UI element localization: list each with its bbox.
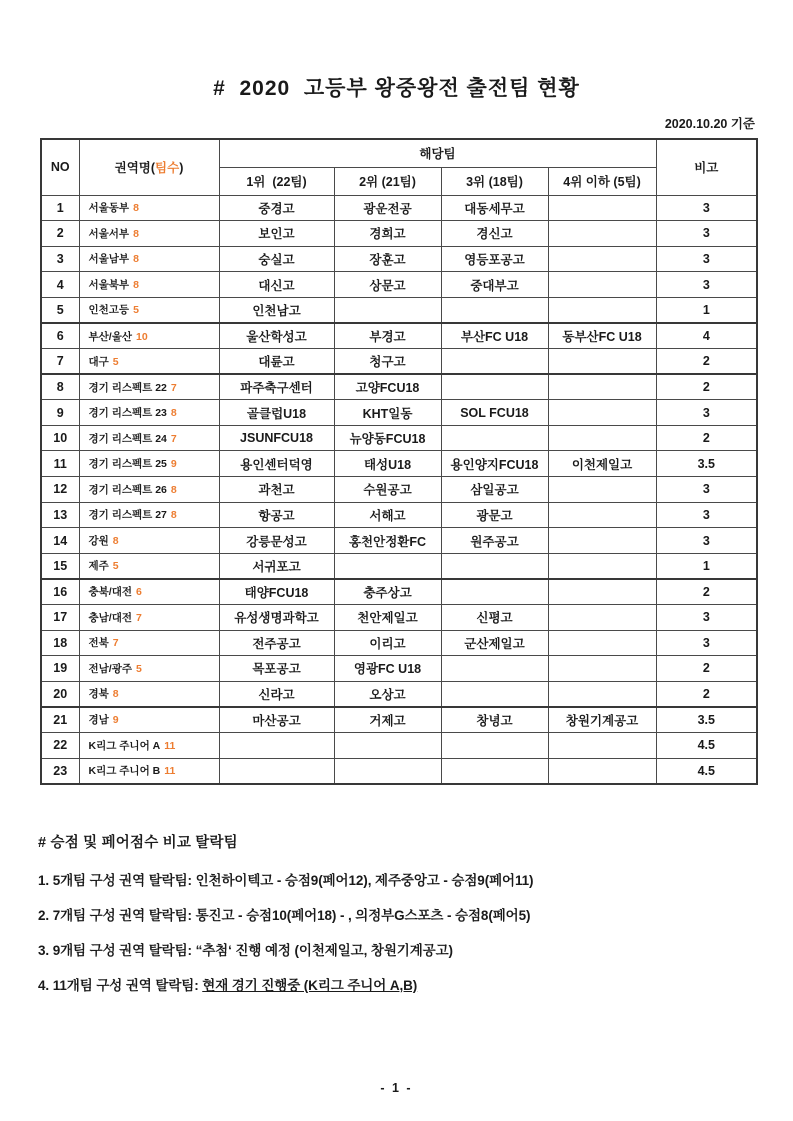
team-cell-rank1: 전주공고 <box>219 630 334 656</box>
notes-heading: # 승점 및 페어점수 비교 탈락팀 <box>38 834 238 851</box>
region-team-count: 8 <box>112 535 119 548</box>
row-no-cell: 20 <box>41 681 79 707</box>
region-team-count: 7 <box>170 381 177 394</box>
row-note-cell: 3.5 <box>656 707 757 733</box>
region-team-count: 8 <box>133 279 139 292</box>
region-team-count: 5 <box>133 304 139 317</box>
header-region-count-label: 팀수 <box>155 161 180 176</box>
team-cell-rank1: 목포공고 <box>219 656 334 682</box>
row-region-cell <box>79 323 219 349</box>
region-name: 경남 <box>88 714 109 727</box>
table-row <box>41 425 757 451</box>
team-cell-rank1: 대륜고 <box>219 349 334 375</box>
region-name: 강원 <box>88 535 109 548</box>
team-cell-rank1: 강릉문성고 <box>219 528 334 554</box>
region-name: 경기 리스펙트 26 <box>88 483 167 496</box>
region-name: 부산/울산 <box>88 330 132 343</box>
team-cell-rank1: 항공고 <box>219 502 334 528</box>
region-name: 서울남부 <box>88 253 130 266</box>
header-rank4: 4위 이하 (5팀) <box>548 167 656 195</box>
region-name: 경기 리스펙트 22 <box>88 381 167 394</box>
row-no-cell: 19 <box>41 656 79 682</box>
row-no-cell: 1 <box>41 195 79 221</box>
team-cell-rank3 <box>441 579 548 605</box>
team-cell-rank1: 용인센터덕영 <box>219 451 334 477</box>
team-cell-rank1: 파주축구센터 <box>219 374 334 400</box>
team-cell-rank2: 충주상고 <box>334 579 441 605</box>
team-cell-rank4 <box>548 758 656 784</box>
team-cell-rank2: 부경고 <box>334 323 441 349</box>
region-team-count: 10 <box>136 330 148 343</box>
region-name: K리그 주니어 B <box>88 765 161 778</box>
row-region-cell <box>79 707 219 733</box>
team-cell-rank3: 용인양지FCU18 <box>441 451 548 477</box>
team-cell-rank2 <box>334 297 441 323</box>
header-note: 비고 <box>656 139 757 195</box>
region-name: 서울동부 <box>88 202 130 215</box>
row-region-cell <box>79 477 219 503</box>
date-reference: 2020.10.20 기준 <box>664 117 755 131</box>
region-team-count: 6 <box>136 586 142 599</box>
header-group-teams: 해당팀 <box>219 139 656 167</box>
region-team-count: 8 <box>170 407 177 420</box>
team-status-table <box>40 138 758 785</box>
row-region-cell <box>79 502 219 528</box>
row-region-cell <box>79 553 219 579</box>
row-region-cell <box>79 425 219 451</box>
team-cell-rank2: 상문고 <box>334 272 441 298</box>
team-cell-rank4 <box>548 272 656 298</box>
region-name: 충남/대전 <box>88 611 132 624</box>
team-cell-rank4 <box>548 246 656 272</box>
table-row <box>41 374 757 400</box>
team-cell-rank1: 태양FCU18 <box>219 579 334 605</box>
region-team-count: 8 <box>133 202 139 215</box>
region-team-count: 11 <box>164 765 176 778</box>
team-cell-rank1: 중경고 <box>219 195 334 221</box>
region-name: 전북 <box>88 637 109 650</box>
table-row <box>41 400 757 426</box>
region-team-count: 8 <box>170 509 177 522</box>
region-team-count: 11 <box>164 739 176 752</box>
row-note-cell: 4.5 <box>656 732 757 758</box>
table-row <box>41 323 757 349</box>
table-row <box>41 297 757 323</box>
team-cell-rank2: 거제고 <box>334 707 441 733</box>
page-number: - 1 - <box>380 1081 413 1095</box>
row-no-cell: 22 <box>41 732 79 758</box>
row-note-cell: 3 <box>656 630 757 656</box>
row-note-cell: 2 <box>656 656 757 682</box>
row-no-cell: 23 <box>41 758 79 784</box>
team-cell-rank1: 서귀포고 <box>219 553 334 579</box>
team-cell-rank1: 인천남고 <box>219 297 334 323</box>
row-region-cell <box>79 528 219 554</box>
team-cell-rank3: 영등포공고 <box>441 246 548 272</box>
row-note-cell: 2 <box>656 425 757 451</box>
region-name: 경북 <box>88 688 109 701</box>
header-rank2: 2위 (21팀) <box>334 167 441 195</box>
region-team-count: 8 <box>133 227 139 240</box>
team-cell-rank1 <box>219 732 334 758</box>
team-cell-rank3: 원주공고 <box>441 528 548 554</box>
row-region-cell <box>79 246 219 272</box>
team-cell-rank4 <box>548 579 656 605</box>
row-no-cell: 17 <box>41 605 79 631</box>
team-cell-rank2: 영광FC U18 <box>334 656 441 682</box>
team-cell-rank2: 뉴양동FCU18 <box>334 425 441 451</box>
table-row <box>41 553 757 579</box>
row-region-cell <box>79 195 219 221</box>
row-region-cell <box>79 400 219 426</box>
region-team-count: 5 <box>112 355 119 368</box>
region-team-count: 7 <box>170 432 177 445</box>
team-cell-rank3: 군산제일고 <box>441 630 548 656</box>
team-cell-rank3 <box>441 374 548 400</box>
row-note-cell: 3 <box>656 605 757 631</box>
team-cell-rank1: 골클럽U18 <box>219 400 334 426</box>
team-cell-rank4: 이천제일고 <box>548 451 656 477</box>
region-team-count: 8 <box>133 253 139 266</box>
region-team-count: 8 <box>112 688 119 701</box>
note-item-text: 3. 9개팀 구성 권역 탈락팀: “추첨‘ 진행 예정 (이천제일고, 창원기계공고) <box>38 942 453 958</box>
team-cell-rank3 <box>441 297 548 323</box>
team-cell-rank2: 광운전공 <box>334 195 441 221</box>
team-cell-rank2: 이리고 <box>334 630 441 656</box>
team-cell-rank2: 서해고 <box>334 502 441 528</box>
row-region-cell <box>79 451 219 477</box>
table-row <box>41 477 757 503</box>
region-name: 경기 리스펙트 24 <box>88 432 167 445</box>
team-cell-rank4 <box>548 553 656 579</box>
row-region-cell <box>79 349 219 375</box>
row-region-cell <box>79 374 219 400</box>
region-name: 경기 리스펙트 25 <box>88 458 167 471</box>
header-region-label: 권역명( <box>114 161 156 176</box>
region-team-count: 9 <box>170 458 177 471</box>
team-cell-rank4 <box>548 374 656 400</box>
team-cell-rank3 <box>441 758 548 784</box>
note-item <box>38 869 757 889</box>
region-team-count: 5 <box>136 662 142 675</box>
team-cell-rank3: 삼일공고 <box>441 477 548 503</box>
region-name: 서울서부 <box>88 227 130 240</box>
header-rank1: 1위 (22팀) <box>219 167 334 195</box>
team-cell-rank2: 수원공고 <box>334 477 441 503</box>
table-row <box>41 732 757 758</box>
team-cell-rank4 <box>548 195 656 221</box>
team-cell-rank2: 청구고 <box>334 349 441 375</box>
row-note-cell: 2 <box>656 349 757 375</box>
row-region-cell <box>79 221 219 247</box>
team-cell-rank2: 천안제일고 <box>334 605 441 631</box>
row-note-cell: 4 <box>656 323 757 349</box>
table-row <box>41 707 757 733</box>
row-note-cell: 4.5 <box>656 758 757 784</box>
team-cell-rank1: 숭실고 <box>219 246 334 272</box>
row-region-cell <box>79 630 219 656</box>
region-name: 경기 리스펙트 23 <box>88 407 167 420</box>
row-no-cell: 18 <box>41 630 79 656</box>
team-cell-rank4 <box>548 221 656 247</box>
team-cell-rank3 <box>441 681 548 707</box>
row-region-cell <box>79 732 219 758</box>
team-cell-rank2 <box>334 553 441 579</box>
team-cell-rank3: SOL FCU18 <box>441 400 548 426</box>
notes-list <box>38 869 757 994</box>
region-team-count: 9 <box>112 714 119 727</box>
team-cell-rank4 <box>548 605 656 631</box>
row-no-cell: 3 <box>41 246 79 272</box>
row-note-cell: 3 <box>656 272 757 298</box>
team-cell-rank4 <box>548 425 656 451</box>
team-cell-rank4: 동부산FC U18 <box>548 323 656 349</box>
row-no-cell: 14 <box>41 528 79 554</box>
region-name: 대구 <box>88 355 109 368</box>
team-cell-rank2: KHT일동 <box>334 400 441 426</box>
region-team-count: 8 <box>170 483 177 496</box>
row-note-cell: 3 <box>656 477 757 503</box>
row-region-cell <box>79 605 219 631</box>
note-item <box>38 939 757 959</box>
team-cell-rank2: 홍천안정환FC <box>334 528 441 554</box>
region-team-count: 7 <box>136 611 142 624</box>
row-note-cell: 1 <box>656 553 757 579</box>
row-note-cell: 3.5 <box>656 451 757 477</box>
team-cell-rank1: 과천고 <box>219 477 334 503</box>
row-region-cell <box>79 681 219 707</box>
team-cell-rank2: 오상고 <box>334 681 441 707</box>
table-row <box>41 681 757 707</box>
page-title: # 2020 고등부 왕중왕전 출전팀 현황 <box>213 77 580 100</box>
team-cell-rank4 <box>548 502 656 528</box>
row-note-cell: 1 <box>656 297 757 323</box>
table-row <box>41 630 757 656</box>
team-cell-rank3 <box>441 349 548 375</box>
note-item-text: 2. 7개팀 구성 권역 탈락팀: 통진고 - 승점10(페어18) - , 의정부G스포츠 - 승점8(페어5) <box>38 907 531 923</box>
row-no-cell: 12 <box>41 477 79 503</box>
row-no-cell: 13 <box>41 502 79 528</box>
row-no-cell: 8 <box>41 374 79 400</box>
table-row <box>41 502 757 528</box>
team-cell-rank2: 경희고 <box>334 221 441 247</box>
header-region-label-close: ) <box>179 161 184 176</box>
row-region-cell <box>79 579 219 605</box>
table-row <box>41 221 757 247</box>
row-no-cell: 10 <box>41 425 79 451</box>
team-cell-rank1: 보인고 <box>219 221 334 247</box>
note-item-text: 4. 11개팀 구성 권역 탈락팀: <box>38 977 203 993</box>
row-no-cell: 4 <box>41 272 79 298</box>
row-no-cell: 16 <box>41 579 79 605</box>
team-cell-rank1: 대신고 <box>219 272 334 298</box>
header-rank3: 3위 (18팀) <box>441 167 548 195</box>
region-name: 경기 리스펙트 27 <box>88 509 167 522</box>
team-cell-rank4 <box>548 681 656 707</box>
team-cell-rank4 <box>548 630 656 656</box>
row-no-cell: 6 <box>41 323 79 349</box>
table-row <box>41 605 757 631</box>
row-no-cell: 21 <box>41 707 79 733</box>
note-item-emphasis: 현재 경기 진행중 (K리그 주니어 A,B) <box>202 977 418 993</box>
team-cell-rank1: 유성생명과학고 <box>219 605 334 631</box>
table-row <box>41 758 757 784</box>
note-item <box>38 904 757 924</box>
team-cell-rank1: 울산학성고 <box>219 323 334 349</box>
region-name: 서울북부 <box>88 279 130 292</box>
team-cell-rank3 <box>441 656 548 682</box>
table-row <box>41 656 757 682</box>
row-region-cell <box>79 272 219 298</box>
header-no: NO <box>41 139 79 195</box>
team-cell-rank3: 부산FC U18 <box>441 323 548 349</box>
team-cell-rank2: 고양FCU18 <box>334 374 441 400</box>
team-cell-rank3: 대동세무고 <box>441 195 548 221</box>
row-region-cell <box>79 656 219 682</box>
team-cell-rank3 <box>441 425 548 451</box>
header-region <box>79 139 219 195</box>
table-header <box>41 139 757 195</box>
team-cell-rank4 <box>548 528 656 554</box>
team-cell-rank1: 마산공고 <box>219 707 334 733</box>
row-no-cell: 5 <box>41 297 79 323</box>
team-cell-rank1 <box>219 758 334 784</box>
note-item-text: 1. 5개팀 구성 권역 탈락팀: 인천하이텍고 - 승점9(페어12), 제주중앙고 - 승점9(페어11) <box>38 872 534 888</box>
row-note-cell: 3 <box>656 400 757 426</box>
row-note-cell: 3 <box>656 246 757 272</box>
row-note-cell: 3 <box>656 221 757 247</box>
team-cell-rank1: 신라고 <box>219 681 334 707</box>
row-no-cell: 2 <box>41 221 79 247</box>
table-row <box>41 349 757 375</box>
team-cell-rank4 <box>548 297 656 323</box>
team-cell-rank3 <box>441 732 548 758</box>
table-row <box>41 195 757 221</box>
team-cell-rank4 <box>548 732 656 758</box>
team-cell-rank2: 장훈고 <box>334 246 441 272</box>
row-note-cell: 2 <box>656 374 757 400</box>
region-name: K리그 주니어 A <box>88 739 161 752</box>
team-cell-rank2 <box>334 758 441 784</box>
note-item <box>38 974 757 994</box>
team-cell-rank3: 광문고 <box>441 502 548 528</box>
table-row <box>41 272 757 298</box>
team-cell-rank2: 태성U18 <box>334 451 441 477</box>
table-row <box>41 579 757 605</box>
team-cell-rank3: 경신고 <box>441 221 548 247</box>
row-no-cell: 11 <box>41 451 79 477</box>
row-no-cell: 15 <box>41 553 79 579</box>
table-row <box>41 528 757 554</box>
team-cell-rank2 <box>334 732 441 758</box>
row-note-cell: 3 <box>656 195 757 221</box>
row-region-cell <box>79 758 219 784</box>
row-note-cell: 3 <box>656 528 757 554</box>
team-cell-rank3 <box>441 553 548 579</box>
team-cell-rank4: 창원기계공고 <box>548 707 656 733</box>
elimination-notes <box>38 831 757 994</box>
row-no-cell: 9 <box>41 400 79 426</box>
team-table-body <box>41 195 757 784</box>
region-name: 전남/광주 <box>88 662 132 675</box>
team-cell-rank4 <box>548 656 656 682</box>
region-name: 충북/대전 <box>88 586 132 599</box>
team-cell-rank1: JSUNFCU18 <box>219 425 334 451</box>
row-note-cell: 2 <box>656 681 757 707</box>
row-note-cell: 2 <box>656 579 757 605</box>
region-team-count: 7 <box>112 637 119 650</box>
table-row <box>41 246 757 272</box>
team-cell-rank4 <box>548 349 656 375</box>
row-no-cell: 7 <box>41 349 79 375</box>
team-cell-rank3: 창녕고 <box>441 707 548 733</box>
row-region-cell <box>79 297 219 323</box>
team-cell-rank3: 중대부고 <box>441 272 548 298</box>
row-note-cell: 3 <box>656 502 757 528</box>
region-name: 제주 <box>88 560 109 573</box>
region-name: 인천고등 <box>88 304 130 317</box>
team-cell-rank4 <box>548 400 656 426</box>
region-team-count: 5 <box>112 560 119 573</box>
table-row <box>41 451 757 477</box>
team-cell-rank4 <box>548 477 656 503</box>
team-cell-rank3: 신평고 <box>441 605 548 631</box>
